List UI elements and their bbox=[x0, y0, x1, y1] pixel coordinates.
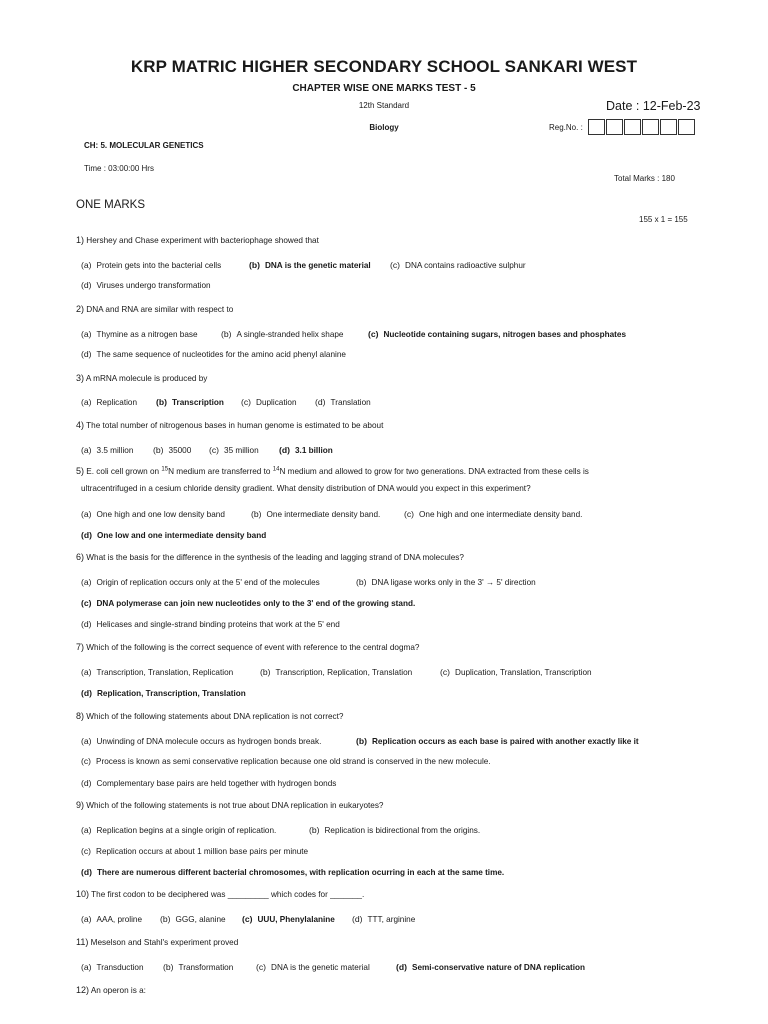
question-1: 1) Hershey and Chase experiment with bacteriophage showed that bbox=[76, 235, 319, 245]
option-4a: (a) 3.5 million bbox=[81, 445, 134, 455]
total-marks: Total Marks : 180 bbox=[614, 174, 675, 183]
question-12: 12) An operon is a: bbox=[76, 985, 146, 995]
reg-no-label: Reg.No. : bbox=[549, 123, 583, 132]
option-2d: (d) The same sequence of nucleotides for the amino acid phenyl alanine bbox=[81, 349, 346, 359]
option-7d: (d) Replication, Transcription, Translation bbox=[81, 688, 246, 698]
reg-box[interactable] bbox=[660, 119, 677, 135]
option-11c: (c) DNA is the genetic material bbox=[256, 962, 370, 972]
school-name: KRP MATRIC HIGHER SECONDARY SCHOOL SANKARI WEST bbox=[130, 57, 638, 76]
option-6b: (b) DNA ligase works only in the 3' → 5' direction bbox=[356, 577, 536, 587]
section-formula: 155 x 1 = 155 bbox=[639, 215, 688, 224]
option-5d: (d) One low and one intermediate density band bbox=[81, 530, 267, 540]
option-10a: (a) AAA, proline bbox=[81, 914, 143, 924]
option-11a: (a) Transduction bbox=[81, 962, 144, 972]
test-title: CHAPTER WISE ONE MARKS TEST - 5 bbox=[292, 83, 476, 94]
option-8b: (b) Replication occurs as each base is paired with another exactly like it bbox=[356, 736, 639, 746]
option-1a: (a) Protein gets into the bacterial cells bbox=[81, 260, 222, 270]
option-2b: (b) A single-stranded helix shape bbox=[221, 329, 344, 339]
option-6d: (d) Helicases and single-strand binding proteins that work at the 5' end bbox=[81, 619, 340, 629]
option-7a: (a) Transcription, Translation, Replication bbox=[81, 667, 234, 677]
option-1b: (b) DNA is the genetic material bbox=[249, 260, 371, 270]
question-10: 10) The first codon to be deciphered was _________ which codes for _______. bbox=[76, 889, 365, 899]
option-8a: (a) Unwinding of DNA molecule occurs as hydrogen bonds break. bbox=[81, 736, 322, 746]
chapter: CH: 5. MOLECULAR GENETICS bbox=[84, 141, 204, 150]
reg-no-boxes[interactable] bbox=[588, 119, 696, 135]
option-7c: (c) Duplication, Translation, Transcription bbox=[440, 667, 592, 677]
reg-box[interactable] bbox=[624, 119, 641, 135]
option-2c: (c) Nucleotide containing sugars, nitrogen bases and phosphates bbox=[368, 329, 626, 339]
option-3a: (a) Replication bbox=[81, 397, 138, 407]
option-10c: (c) UUU, Phenylalanine bbox=[242, 914, 335, 924]
option-7b: (b) Transcription, Replication, Translation bbox=[260, 667, 413, 677]
option-5b: (b) One intermediate density band. bbox=[251, 509, 381, 519]
question-8: 8) Which of the following statements about DNA replication is not correct? bbox=[76, 711, 344, 721]
question-9: 9) Which of the following statements is not true about DNA replication in eukaryotes? bbox=[76, 800, 384, 810]
option-9c: (c) Replication occurs at about 1 million base pairs per minute bbox=[81, 846, 309, 856]
question-6: 6) What is the basis for the difference in the synthesis of the leading and lagging strand of DNA molecules? bbox=[76, 552, 464, 562]
time: Time : 03:00:00 Hrs bbox=[84, 164, 154, 173]
question-11: 11) Meselson and Stahl's experiment proved bbox=[76, 937, 239, 947]
option-6a: (a) Origin of replication occurs only at the 5' end of the molecules bbox=[81, 577, 320, 587]
question-4: 4) The total number of nitrogenous bases in human genome is estimated to be about bbox=[76, 420, 384, 430]
reg-box[interactable] bbox=[588, 119, 605, 135]
reg-box[interactable] bbox=[678, 119, 695, 135]
option-3d: (d) Translation bbox=[315, 397, 371, 407]
option-3b: (b) Transcription bbox=[156, 397, 224, 407]
option-10b: (b) GGG, alanine bbox=[160, 914, 226, 924]
option-5c: (c) One high and one intermediate density band. bbox=[404, 509, 583, 519]
option-8c: (c) Process is known as semi conservative replication because one old strand is conserved in the new molecule. bbox=[81, 756, 491, 766]
question-3: 3) A mRNA molecule is produced by bbox=[76, 373, 208, 383]
question-5-continued: ultracentrifuged in a cesium chloride density gradient. What density distribution of DNA would you expect in this experiment? bbox=[81, 484, 531, 493]
option-8d: (d) Complementary base pairs are held together with hydrogen bonds bbox=[81, 778, 337, 788]
option-1d: (d) Viruses undergo transformation bbox=[81, 280, 211, 290]
option-9d: (d) There are numerous different bacterial chromosomes, with replication ocurring in each at the same time. bbox=[81, 867, 505, 877]
option-9b: (b) Replication is bidirectional from the origins. bbox=[309, 825, 481, 835]
option-10d: (d) TTT, arginine bbox=[352, 914, 416, 924]
option-11d: (d) Semi-conservative nature of DNA replication bbox=[396, 962, 586, 972]
option-4b: (b) 35000 bbox=[153, 445, 192, 455]
reg-box[interactable] bbox=[642, 119, 659, 135]
question-2: 2) DNA and RNA are similar with respect to bbox=[76, 304, 234, 314]
option-5a: (a) One high and one low density band bbox=[81, 509, 225, 519]
option-4d: (d) 3.1 billion bbox=[279, 445, 333, 455]
exam-date: Date : 12-Feb-23 bbox=[606, 99, 701, 113]
section-title: ONE MARKS bbox=[76, 199, 146, 211]
reg-box[interactable] bbox=[606, 119, 623, 135]
option-2a: (a) Thymine as a nitrogen base bbox=[81, 329, 198, 339]
option-3c: (c) Duplication bbox=[241, 397, 297, 407]
option-4c: (c) 35 million bbox=[209, 445, 259, 455]
subject: Biology bbox=[369, 123, 399, 132]
question-7: 7) Which of the following is the correct sequence of event with reference to the central dogma? bbox=[76, 642, 420, 652]
option-11b: (b) Transformation bbox=[163, 962, 234, 972]
option-6c: (c) DNA polymerase can join new nucleotides only to the 3' end of the growing stand. bbox=[81, 598, 416, 608]
option-9a: (a) Replication begins at a single origin of replication. bbox=[81, 825, 277, 835]
question-5: 5) E. coli cell grown on $^{15}$N medium are transferred to $^{14}$N medium and allowed to grow for two generations. DNA extracted from these cells is bbox=[76, 466, 589, 476]
standard: 12th Standard bbox=[358, 101, 410, 110]
option-1c: (c) DNA contains radioactive sulphur bbox=[390, 260, 526, 270]
